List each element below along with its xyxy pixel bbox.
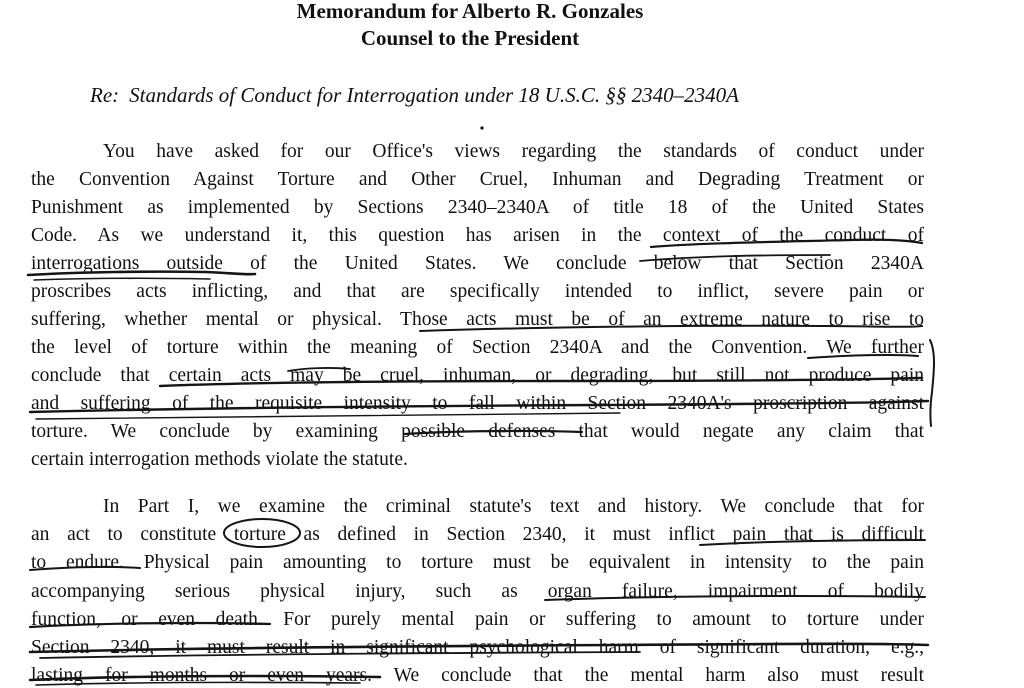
paragraph-intro bbox=[31, 138, 924, 474]
paragraph-line: and suffering of the requisite intensity to fall within Section 2340A's proscription against bbox=[31, 393, 924, 414]
paragraph-line: the level of torture within the meaning of Section 2340A and the Convention. We further bbox=[31, 337, 924, 358]
paragraph-line: to endure. Physical pain amounting to torture must be equivalent in intensity to the pain bbox=[31, 552, 924, 574]
paragraph-line: lasting for months or even years. We conclude that the mental harm also must result bbox=[31, 665, 924, 687]
memo-heading-addressee: Memorandum for Alberto R. Gonzales bbox=[296, 0, 644, 23]
paragraph-part-one bbox=[31, 493, 924, 688]
paragraph-line: function, or even death. For purely mental pain or suffering to amount to torture under bbox=[31, 608, 924, 630]
paragraph-line: an act to constitute torture as defined in Section 2340, it must inflict pain that is difficult bbox=[31, 524, 924, 546]
memo-heading-title: Counsel to the President bbox=[360, 26, 580, 50]
speck-mark bbox=[480, 126, 483, 129]
paragraph-line: proscribes acts inflicting, and that are specifically intended to inflict, severe pain or bbox=[31, 281, 924, 302]
paragraph-line: Code. As we understand it, this question has arisen in the context of the conduct of bbox=[31, 225, 924, 246]
paragraph-line: Section 2340, it must result in significant psychological harm of significant duration, e.g., bbox=[31, 636, 924, 658]
paragraph-line: suffering, whether mental or physical. Those acts must be of an extreme nature to rise to bbox=[31, 309, 924, 330]
paragraph-line: conclude that certain acts may be cruel, inhuman, or degrading, but still not produce pain bbox=[31, 365, 924, 386]
paragraph-line: accompanying serious physical injury, such as organ failure, impairment of bodily bbox=[31, 580, 924, 602]
paragraph-line: You have asked for our Office's views regarding the standards of conduct under bbox=[103, 141, 924, 162]
paragraph-line: the Convention Against Torture and Other Cruel, Inhuman and Degrading Treatment or bbox=[31, 169, 924, 190]
paragraph-line: certain interrogation methods violate the statute. bbox=[31, 449, 408, 470]
memo-subject-label: Re: bbox=[90, 83, 120, 107]
memo-subject-text: Standards of Conduct for Interrogation under 18 U.S.C. §§ 2340–2340A bbox=[129, 83, 739, 107]
paragraph-line: interrogations outside of the United States. We conclude below that Section 2340A bbox=[31, 253, 924, 274]
memo-subject-line bbox=[90, 82, 739, 108]
paragraph-line: Punishment as implemented by Sections 2340–2340A of title 18 of the United States bbox=[31, 197, 924, 218]
bracket-mark bbox=[930, 340, 934, 426]
paragraph-line: torture. We conclude by examining possible defenses that would negate any claim that bbox=[31, 421, 924, 442]
paragraph-line: In Part I, we examine the criminal statute's text and history. We conclude that for bbox=[103, 496, 924, 517]
